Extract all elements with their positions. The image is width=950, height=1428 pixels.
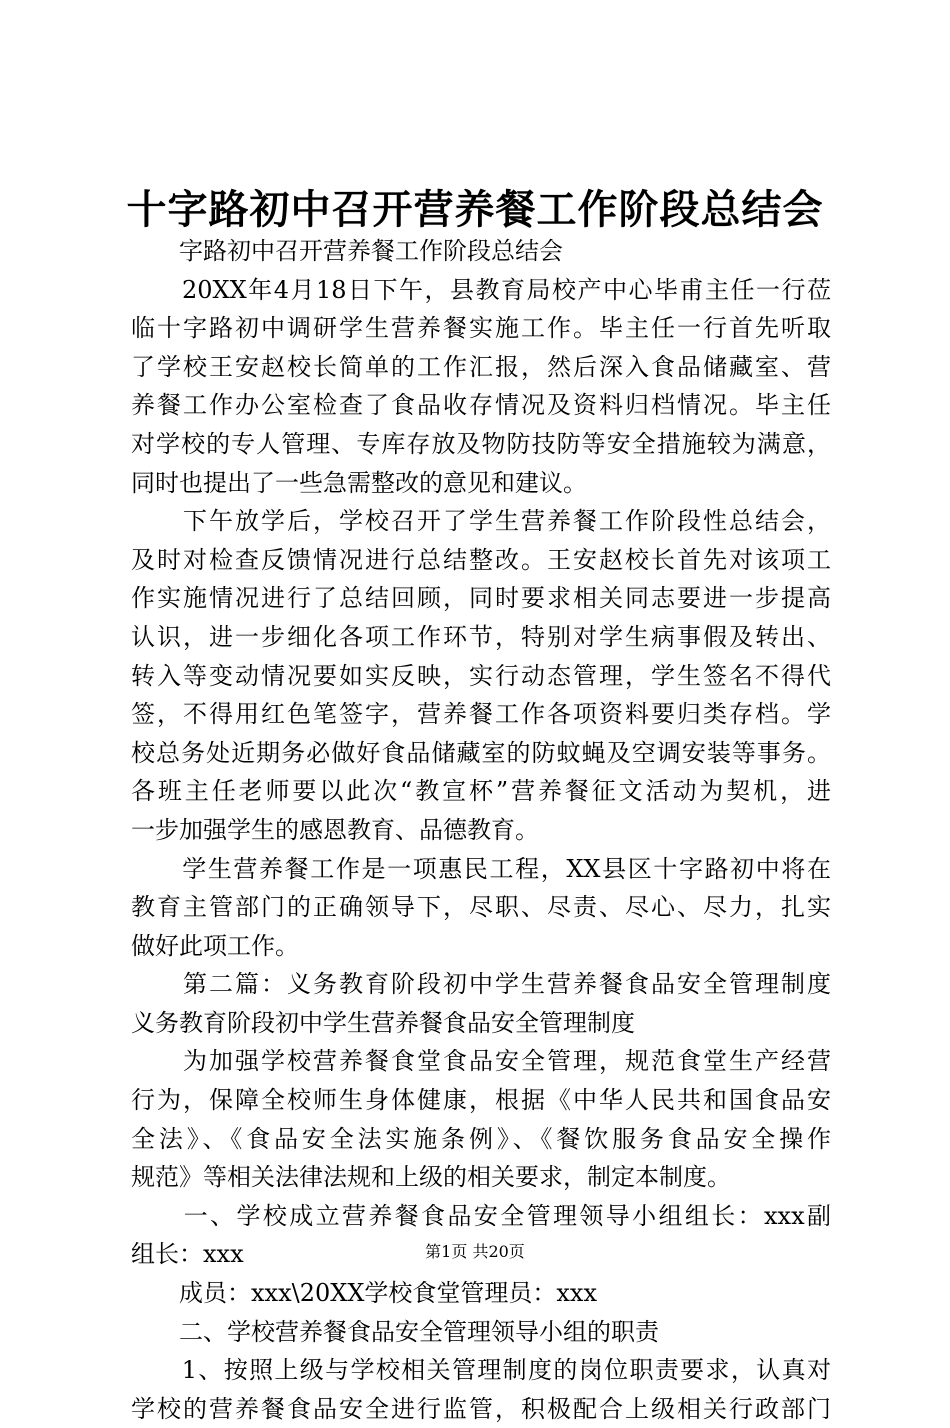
document-title: 十字路初中召开营养餐工作阶段总结会 — [126, 186, 824, 233]
body-line: 下午放学后，学校召开了学生营养餐工作阶段性总结会， — [131, 507, 831, 536]
body-line: 为加强学校营养餐食堂食品安全管理，规范食堂生产经营 — [131, 1047, 831, 1076]
body-line: 各班主任老师要以此次“教宣杯”营养餐征文活动为契机，进 — [131, 777, 831, 806]
body-line: 做好此项工作。 — [131, 931, 299, 960]
body-line: 二、学校营养餐食品安全管理领导小组的职责 — [131, 1317, 659, 1346]
body-line: 全法》、《食品安全法实施条例》、《餐饮服务食品安全操作 — [131, 1124, 831, 1153]
body-line: 作实施情况进行了总结回顾，同时要求相关同志要进一步提高 — [131, 584, 831, 613]
body-line: 1、按照上级与学校相关管理制度的岗位职责要求，认真对 — [131, 1356, 831, 1385]
body-line: 认识，进一步细化各项工作环节，特别对学生病事假及转出、 — [131, 622, 831, 651]
body-line: 学校的营养餐食品安全进行监管，积极配合上级相关行政部门 — [131, 1394, 831, 1423]
body-line: 行为，保障全校师生身体健康，根据《中华人民共和国食品安 — [131, 1086, 831, 1115]
body-line: 一、学校成立营养餐食品安全管理领导小组组长：xxx副 — [131, 1201, 831, 1230]
body-line: 教育主管部门的正确领导下，尽职、尽责、尽心、尽力，扎实 — [131, 893, 831, 922]
body-line: 转入等变动情况要如实反映，实行动态管理，学生签名不得代 — [131, 661, 831, 690]
body-line: 规范》等相关法律法规和上级的相关要求，制定本制度。 — [131, 1163, 731, 1192]
body-line: 临十字路初中调研学生营养餐实施工作。毕主任一行首先听取 — [131, 314, 831, 343]
body-line: 字路初中召开营养餐工作阶段总结会 — [131, 237, 563, 265]
body-line: 组长：xxx — [131, 1240, 244, 1269]
body-line: 及时对检查反馈情况进行总结整改。王安赵校长首先对该项工 — [131, 545, 831, 574]
body-line: 一步加强学生的感恩教育、品德教育。 — [131, 815, 539, 844]
body-line: 义务教育阶段初中学生营养餐食品安全管理制度 — [131, 1008, 635, 1037]
body-line: 校总务处近期务必做好食品储藏室的防蚊蝇及空调安装等事务。 — [131, 738, 831, 767]
body-line: 第二篇：义务教育阶段初中学生营养餐食品安全管理制度 — [131, 970, 831, 999]
body-line: 学生营养餐工作是一项惠民工程，XX县区十字路初中将在 — [131, 854, 831, 883]
body-line: 20XX年4月18日下午，县教育局校产中心毕甫主任一行莅 — [131, 275, 831, 304]
body-line: 了学校王安赵校长简单的工作汇报，然后深入食品储藏室、营 — [131, 352, 831, 381]
body-line: 养餐工作办公室检查了食品收存情况及资料归档情况。毕主任 — [131, 391, 831, 420]
body-line: 成员：xxx\20XX学校食堂管理员：xxx — [131, 1279, 598, 1308]
body-line: 签，不得用红色笔签字，营养餐工作各项资料要归类存档。学 — [131, 700, 831, 729]
body-line: 同时也提出了一些急需整改的意见和建议。 — [131, 468, 587, 497]
page-footer: 第1页 共20页 — [425, 1242, 525, 1261]
body-line: 对学校的专人管理、专库存放及物防技防等安全措施较为满意， — [131, 429, 831, 458]
